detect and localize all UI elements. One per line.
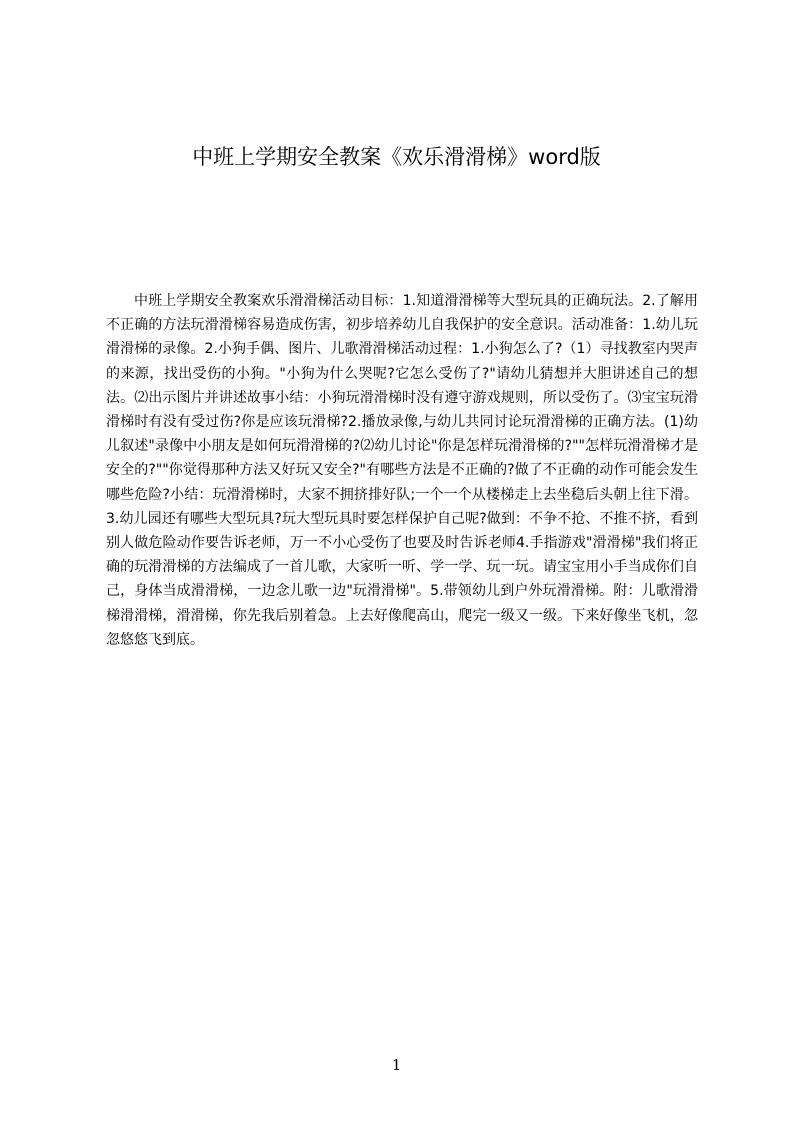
document-title: 中班上学期安全教案《欢乐滑滑梯》word版	[192, 145, 601, 169]
document-body-paragraph: 中班上学期安全教案欢乐滑滑梯活动目标：1.知道滑滑梯等大型玩具的正确玩法。2.了解用不正确的方法玩滑滑梯容易造成伤害，初步培养幼儿自我保护的安全意识。活动准备：1.幼儿玩滑滑梯的录像。2.小狗手偶、图片、儿歌滑滑梯活动过程：1.小狗怎么了?（1）寻找教室内哭声的来源，找出受伤的小狗。"小狗为什么哭呢?它怎么受伤了?"请幼儿猜想并大胆讲述自己的想法。⑵出示图片并讲述故事小结：小狗玩滑滑梯时没有遵守游戏规则，所以受伤了。⑶宝宝玩滑滑梯时有没有受过伤?你是应该玩滑梯?2.播放录像,与幼儿共同讨论玩滑滑梯的正确方法。(1)幼儿叙述"录像中小朋友是如何玩滑滑梯的?⑵幼儿讨论"你是怎样玩滑滑梯的?""怎样玩滑滑梯才是安全的?""你觉得那种方法又好玩又安全?"有哪些方法是不正确的?做了不正确的动作可能会发生哪些危险?小结：玩滑滑梯时，大家不拥挤排好队;一个一个从楼梯走上去坐稳后头朝上往下滑。3.幼儿园还有哪些大型玩具?玩大型玩具时要怎样保护自己呢?做到：不争不抢、不推不挤，看到别人做危险动作要告诉老师，万一不小心受伤了也要及时告诉老师4.手指游戏"滑滑梯"我们将正确的玩滑滑梯的方法编成了一首儿歌，大家听一听、学一学、玩一玩。请宝宝用小手当成你们自己，身体当成滑滑梯，一边念儿歌一边"玩滑滑梯"。5.带领幼儿到户外玩滑滑梯。附：儿歌滑滑梯滑滑梯，滑滑梯，你先我后别着急。上去好像爬高山，爬完一级又一级。下来好像坐飞机，忽忽悠悠飞到底。	[106, 293, 698, 648]
page-number: 1	[391, 1056, 402, 1074]
